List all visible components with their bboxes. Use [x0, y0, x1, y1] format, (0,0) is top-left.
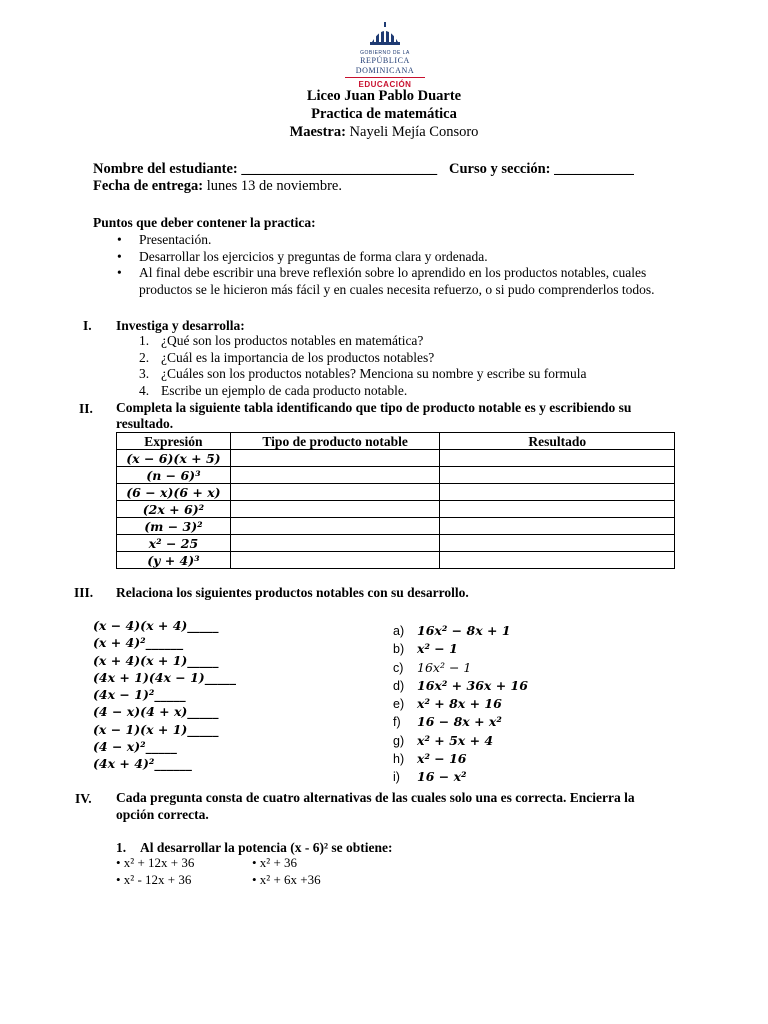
product-item: (4x − 1)²_____: [93, 687, 186, 703]
question-1: [116, 839, 393, 856]
section-2-title: Completa la siguiente tabla identificando que tipo de producto notable es y escribiendo su resultado.: [116, 400, 632, 431]
section-2-numeral: II.: [79, 401, 93, 416]
product-item: (x + 4)(x + 1)_____: [93, 652, 219, 668]
development-item: c) 16x² − 1: [393, 659, 472, 675]
delivery-date: [93, 178, 342, 195]
development-item: f) 16 − 8x + x²: [393, 714, 502, 730]
list-item: • Al final debe escribir una breve reflexión sobre lo aprendido en los productos notables, cuales productos se le hicieron más fácil y en cuales necesita refuerzo, o si pudo comprenderlos todos.: [117, 265, 655, 297]
tipo-cell[interactable]: [230, 535, 440, 552]
development-item: h) x² − 16: [393, 751, 467, 767]
product-item: (4x + 1)(4x − 1)_____: [93, 669, 236, 685]
table-header-row: [117, 433, 675, 450]
product-item: (x − 4)(x + 4)_____: [93, 618, 219, 633]
product-item: (4 − x)(4 + x)_____: [93, 704, 219, 720]
development-item: e) x² + 8x + 16: [393, 696, 502, 712]
product-item: (x + 4)²______: [93, 635, 184, 651]
option-b[interactable]: • x² + 36: [252, 855, 298, 870]
teacher-name: Nayeli Mejía Consoro: [349, 124, 479, 140]
table-row: (y + 4)³: [117, 552, 675, 569]
resultado-cell[interactable]: [440, 450, 675, 467]
logo-educacion: EDUCACIÓN: [358, 80, 412, 89]
section-1-title: Investiga y desarrolla:: [116, 318, 245, 333]
teacher-line: [0, 124, 768, 141]
table-row: (n − 6)³: [117, 467, 675, 484]
resultado-cell[interactable]: [440, 535, 675, 552]
list-item: 4. Escribe un ejemplo de cada producto notable.: [139, 382, 408, 398]
resultado-cell[interactable]: [440, 501, 675, 518]
table-row: (m − 3)²: [117, 518, 675, 535]
tipo-cell[interactable]: [230, 501, 440, 518]
resultado-cell[interactable]: [440, 467, 675, 484]
points-title: Puntos que deber contener la practica:: [93, 215, 316, 230]
resultado-cell[interactable]: [440, 552, 675, 569]
option-d[interactable]: • x² + 6x +36: [252, 872, 321, 887]
development-item: d) 16x² + 36x + 16: [393, 677, 528, 693]
section-1-numeral: I.: [83, 318, 92, 333]
section-3-title: Relaciona los siguientes productos notables con su desarrollo.: [116, 585, 469, 600]
section-4-title: Cada pregunta consta de cuatro alternativas de las cuales solo una es correcta. Encierra la opción correcta.: [116, 790, 635, 822]
tipo-cell[interactable]: [230, 450, 440, 467]
table-row: (2x + 6)²: [117, 501, 675, 518]
development-item: i) 16 − x²: [393, 769, 467, 785]
development-item: a) 16x² − 8x + 1: [393, 623, 511, 638]
product-item: (4x + 4)²______: [93, 756, 192, 772]
header-resultado: Resultado: [440, 433, 675, 450]
resultado-cell[interactable]: [440, 518, 675, 535]
development-item: b) x² − 1: [393, 641, 458, 657]
list-item: 3. ¿Cuáles son los productos notables? Menciona su nombre y escribe su formula: [139, 366, 587, 381]
teacher-label: Maestra:: [289, 124, 346, 140]
product-item: (4 − x)²_____: [93, 739, 177, 755]
subject-title: Practica de matemática: [311, 106, 457, 122]
date-label: Fecha de entrega:: [93, 178, 204, 194]
section-4-numeral: IV.: [75, 791, 92, 806]
option-a[interactable]: • x² + 12x + 36: [116, 855, 195, 870]
table-row: (x − 6)(x + 5): [117, 450, 675, 467]
development-item: g) x² + 5x + 4: [393, 732, 494, 748]
tipo-cell[interactable]: [230, 484, 440, 501]
table-row: (6 − x)(6 + x): [117, 484, 675, 501]
table-row: x² − 25: [117, 535, 675, 552]
notable-products-table: [116, 432, 675, 569]
course-section-field[interactable]: Curso y sección: ___________: [449, 161, 634, 177]
section-3-numeral: III.: [74, 585, 94, 600]
school-name: Liceo Juan Pablo Duarte: [306, 88, 462, 104]
points-list: [117, 232, 679, 298]
logo-republica: REPÚBLICA DOMINICANA: [355, 56, 415, 75]
header-expresion: Expresión: [117, 433, 231, 450]
option-c[interactable]: • x² - 12x + 36: [116, 872, 192, 887]
question-1-number: 1.: [116, 840, 127, 855]
ministry-logo: [330, 22, 440, 91]
list-item: • Presentación.: [117, 232, 212, 247]
resultado-cell[interactable]: [440, 484, 675, 501]
tipo-cell[interactable]: [230, 467, 440, 484]
government-dome-icon: [368, 22, 402, 48]
date-value: lunes 13 de noviembre.: [206, 178, 342, 194]
question-1-text: Al desarrollar la potencia (x - 6)² se obtiene:: [140, 840, 393, 855]
products-left-column: [93, 617, 236, 773]
section-1-questions: [139, 333, 587, 399]
list-item: 2. ¿Cuál es la importancia de los productos notables?: [139, 349, 435, 365]
logo-gobierno: GOBIERNO DE LA: [360, 50, 410, 56]
header-tipo: Tipo de producto notable: [230, 433, 440, 450]
list-item: 1. ¿Qué son los productos notables en matemática?: [139, 333, 424, 348]
developments-right-column: [393, 622, 528, 787]
product-item: (x − 1)(x + 1)_____: [93, 721, 219, 737]
tipo-cell[interactable]: [230, 518, 440, 535]
list-item: • Desarrollar los ejercicios y preguntas de forma clara y ordenada.: [117, 248, 488, 264]
student-name-field[interactable]: Nombre del estudiante: ___________________________: [93, 161, 438, 177]
tipo-cell[interactable]: [230, 552, 440, 569]
